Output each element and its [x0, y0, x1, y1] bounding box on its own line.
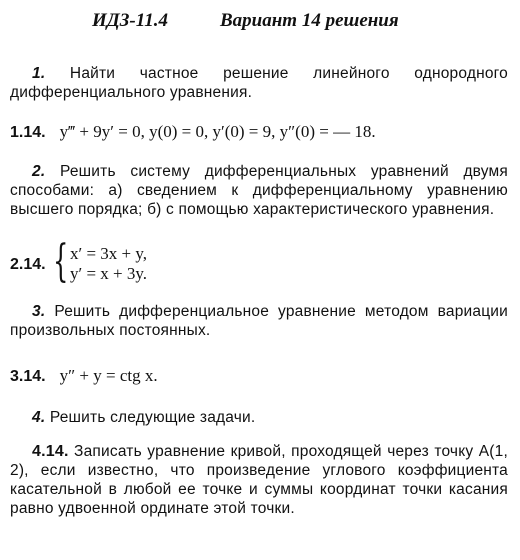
- task-3-text: Решить дифференциальное уравнение методом вариации произвольных постоянных.: [10, 303, 509, 339]
- left-brace-icon: {: [53, 236, 69, 287]
- task-1-equation-line: [10, 122, 508, 142]
- task-2-system: [10, 236, 310, 287]
- task-4-text: Решить следующие задачи.: [49, 409, 256, 426]
- assignment-code: ИДЗ-11.4: [92, 10, 168, 31]
- task-3-number: 3.: [32, 303, 46, 320]
- variant-title: Вариант 14 решения: [220, 10, 399, 31]
- task-1-statement: [10, 64, 508, 102]
- task-4-label: 4.14.: [32, 443, 69, 460]
- task-2-text: Решить систему дифференциальных уравнений двумя способами: а) сведением к дифференциальному уравнению высшего порядка; б) с помощью характеристического уравнения.: [10, 163, 509, 218]
- task-4-number: 4.: [32, 409, 46, 426]
- system-equation-2: y′ = x + 3y.: [70, 264, 148, 283]
- task-1-number: 1.: [32, 65, 46, 82]
- task-2-statement: [10, 162, 508, 219]
- task-4-statement: [10, 408, 508, 427]
- task-4-problem: [10, 442, 508, 518]
- task-3-equation-line: [10, 366, 508, 386]
- task-2-number: 2.: [32, 163, 46, 180]
- task-4-problem-text: Записать уравнение кривой, проходящей через точку A(1, 2), если известно, что произведение углового коэффициента касательной в любой ее точке и суммы координат точки касания равно удвоенной ординате этой точки.: [10, 443, 508, 517]
- task-3-equation: y″ + y = ctg x.: [59, 366, 158, 385]
- task-2-label: 2.14.: [10, 256, 46, 273]
- task-1-equation: y‴ + 9y′ = 0, y(0) = 0, y′(0) = 9, y″(0) = — 18.: [59, 122, 376, 141]
- task-1-text: Найти частное решение линейного однородного дифференциального уравнения.: [10, 65, 508, 101]
- system-equation-1: x′ = 3x + y,: [70, 244, 148, 263]
- task-1-label: 1.14.: [10, 124, 46, 141]
- page-header: [0, 10, 520, 38]
- task-3-statement: [10, 302, 508, 340]
- task-3-label: 3.14.: [10, 368, 46, 385]
